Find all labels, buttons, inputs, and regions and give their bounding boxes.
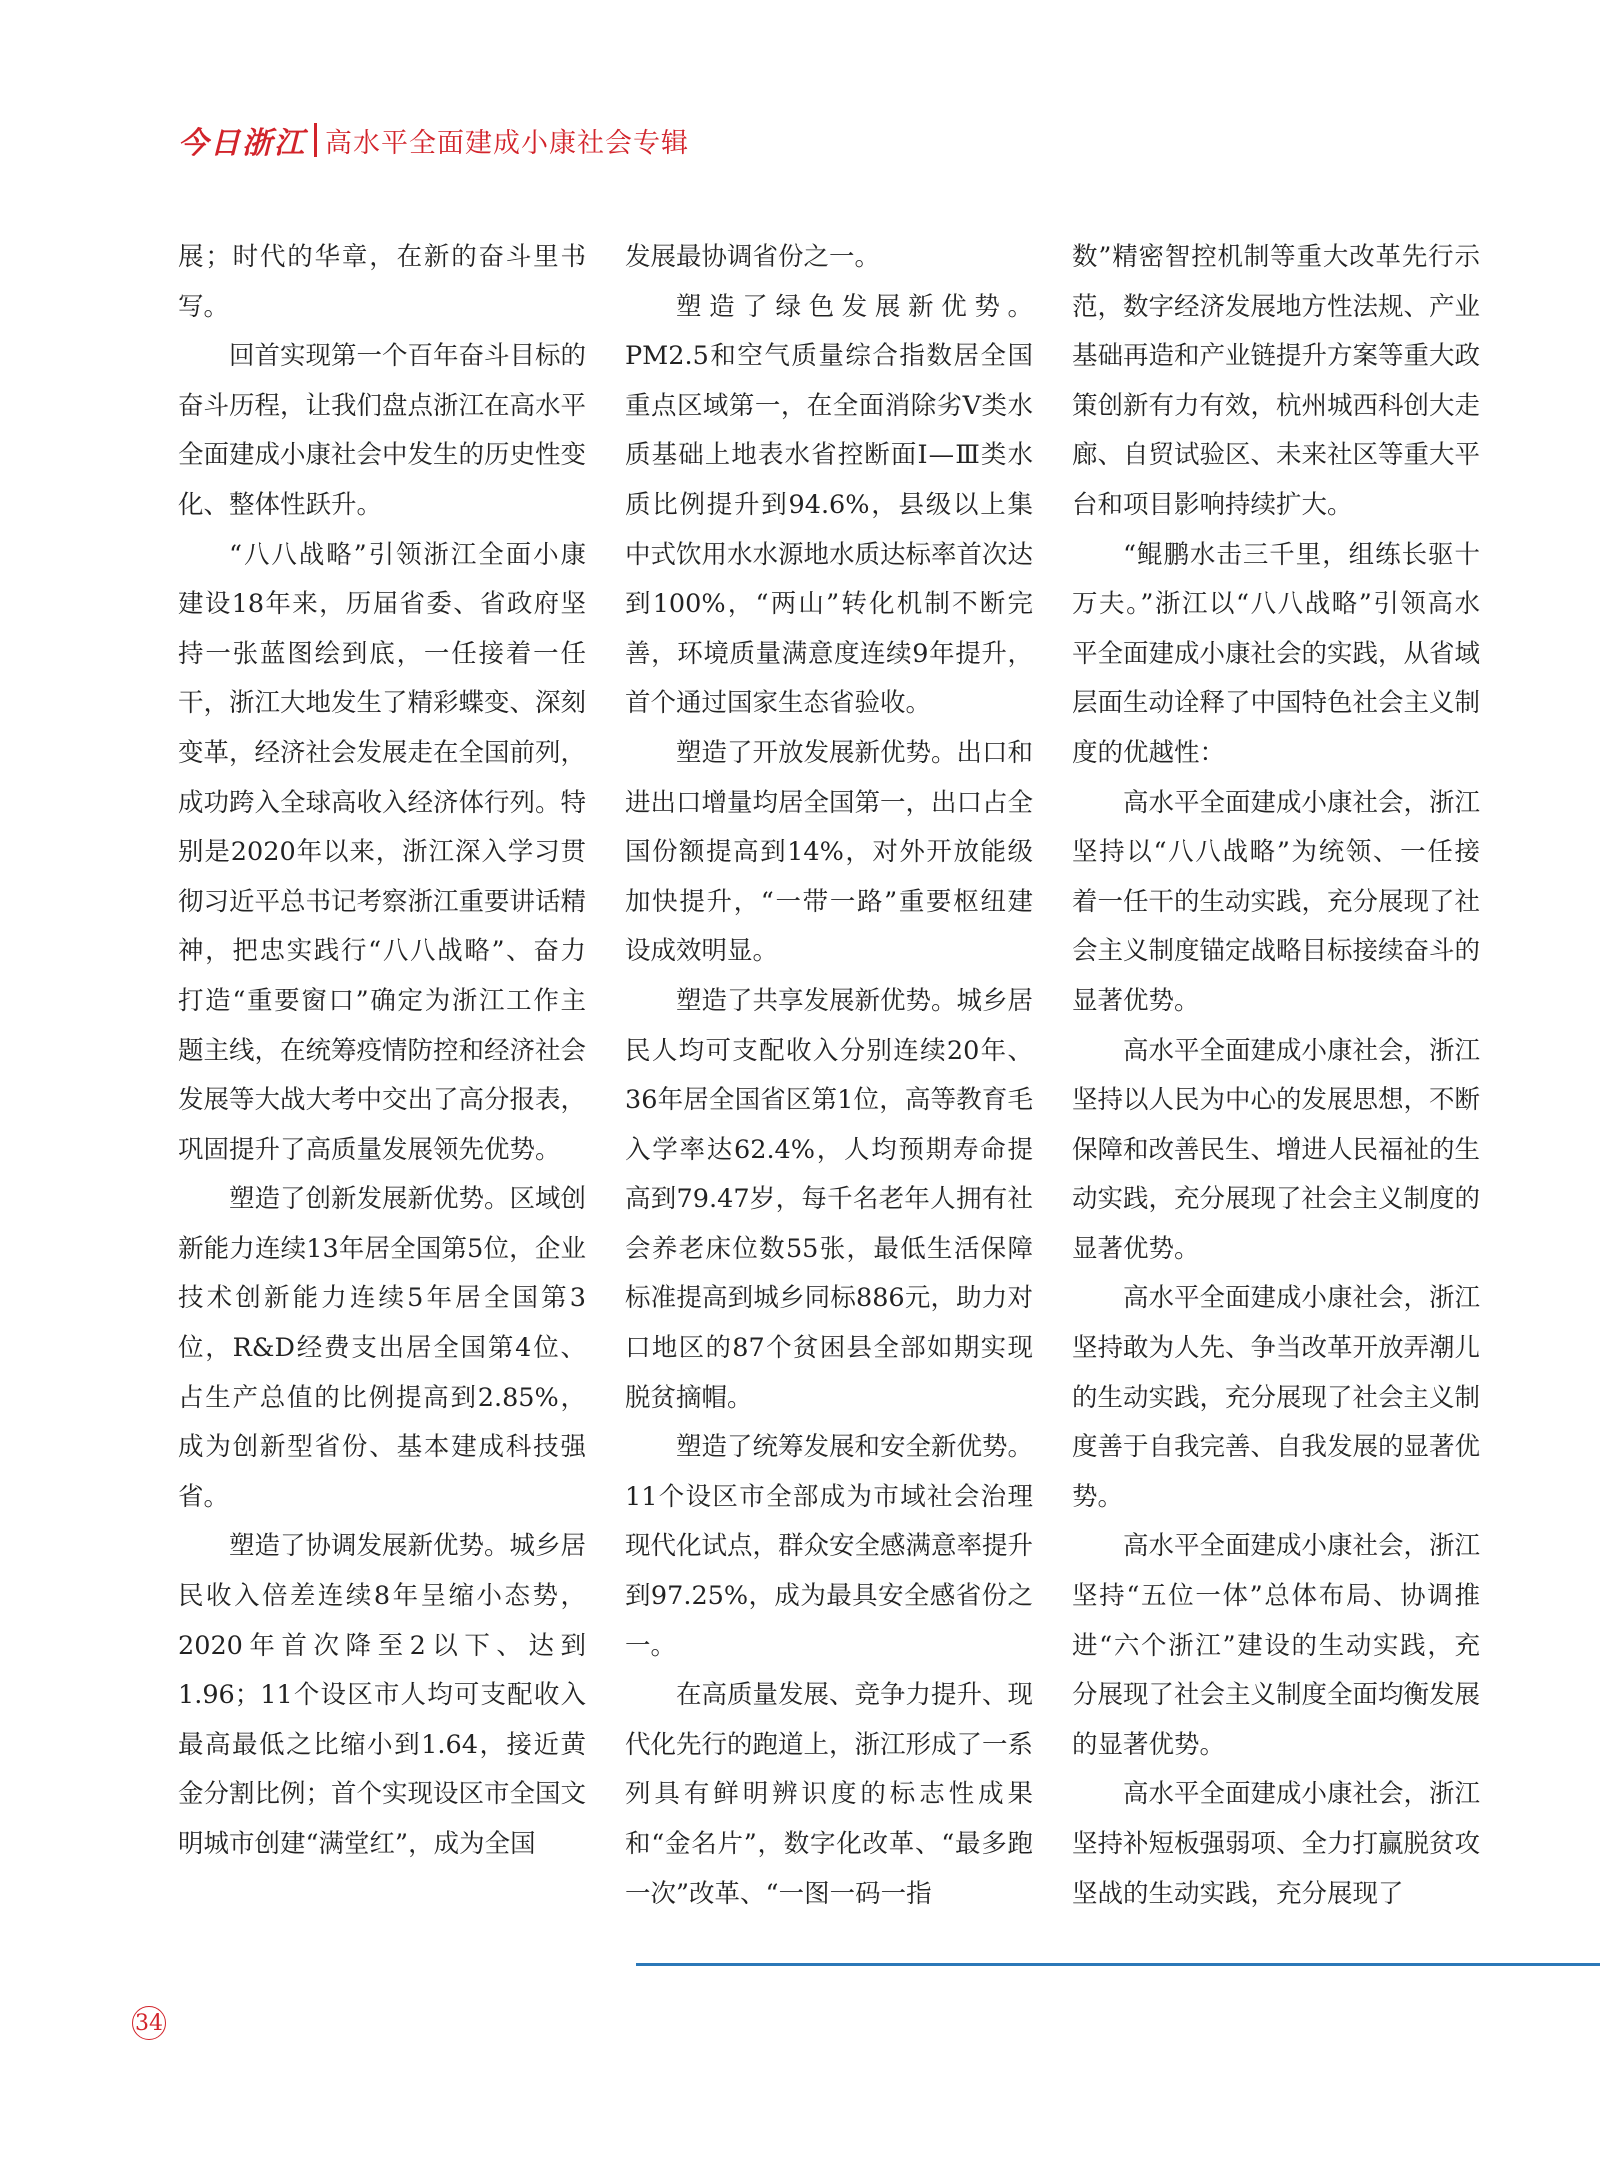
page-header (178, 118, 689, 162)
paragraph: 塑造了共享发展新优势。城乡居民人均可支配收入分别连续20年、36年居全国省区第1位，高等教育毛入学率达62.4%，人均预期寿命提高到79.47岁，每千名老年人拥有社会养老床位数55张，最低生活保障标准提高到城乡同标886元，助力对口地区的87个贫困县全部如期实现脱贫摘帽。 (625, 985, 1034, 1413)
paragraph: 高水平全面建成小康社会，浙江坚持补短板强弱项、全力打赢脱贫攻坚战的生动实践，充分展现了 (1072, 1779, 1481, 1909)
bottom-rule (636, 1963, 1600, 1966)
paragraph: 发展最协调省份之一。 (625, 242, 881, 272)
section-title: 高水平全面建成小康社会专辑 (325, 127, 689, 159)
paragraph: 塑造了绿色发展新优势。PM2.5和空气质量综合指数居全国重点区域第一，在全面消除劣Ⅴ类水质基础上地表水省控断面Ⅰ—Ⅲ类水质比例提升到94.6%，县级以上集中式饮用水水源地水质达标率首次达到100%，“两山”转化机制不断完善，环境质量满意度连续9年提升，首个通过国家生态省验收。 (625, 291, 1034, 719)
paragraph: 高水平全面建成小康社会，浙江坚持以人民为中心的发展思想，不断保障和改善民生、增进人民福祉的生动实践，充分展现了社会主义制度的显著优势。 (1072, 1035, 1481, 1264)
text-column-1 (178, 233, 586, 1870)
paragraph: 数”精密智控机制等重大改革先行示范，数字经济发展地方性法规、产业基础再造和产业链提升方案等重大政策创新有力有效，杭州城西科创大走廊、自贸试验区、未来社区等重大平台和项目影响持续扩大。 (1072, 242, 1481, 520)
paragraph: 塑造了开放发展新优势。出口和进出口增量均居全国第一，出口占全国份额提高到14%，对外开放能级加快提升，“一带一路”重要枢纽建设成效明显。 (625, 737, 1034, 967)
paragraph: 塑造了协调发展新优势。城乡居民收入倍差连续8年呈缩小态势，2020年首次降至2以下、达到1.96；11个设区市人均可支配收入最高最低之比缩小到1.64，接近黄金分割比例；首个实现设区市全国文明城市创建“满堂红”，成为全国 (178, 1531, 587, 1859)
page-number: 34 (132, 2006, 166, 2040)
text-column-3 (1072, 233, 1480, 1919)
paragraph: 塑造了统筹发展和安全新优势。11个设区市全部成为市域社会治理现代化试点，群众安全感满意率提升到97.25%，成为最具安全感省份之一。 (625, 1432, 1034, 1661)
header-divider (314, 123, 317, 157)
paragraph: “鲲鹏水击三千里，组练长驱十万夫。”浙江以“八八战略”引领高水平全面建成小康社会的实践，从省域层面生动诠释了中国特色社会主义制度的优越性： (1072, 539, 1481, 768)
paragraph: 高水平全面建成小康社会，浙江坚持敢为人先、争当改革开放弄潮儿的生动实践，充分展现了社会主义制度善于自我完善、自我发展的显著优势。 (1072, 1283, 1481, 1512)
paragraph: 高水平全面建成小康社会，浙江坚持以“八八战略”为统领、一任接着一任干的生动实践，充分展现了社会主义制度锚定战略目标接续奋斗的显著优势。 (1072, 787, 1481, 1016)
paragraph: “八八战略”引领浙江全面小康建设18年来，历届省委、省政府坚持一张蓝图绘到底，一任接着一任干，浙江大地发生了精彩蝶变、深刻变革，经济社会发展走在全国前列，成功跨入全球高收入经济体行列。特别是2020年以来，浙江深入学习贯彻习近平总书记考察浙江重要讲话精神，把忠实践行“八八战略”、奋力打造“重要窗口”确定为浙江工作主题主线，在统筹疫情防控和经济社会发展等大战大考中交出了高分报表，巩固提升了高质量发展领先优势。 (178, 539, 587, 1165)
paragraph: 回首实现第一个百年奋斗目标的奋斗历程，让我们盘点浙江在高水平全面建成小康社会中发生的历史性变化、整体性跃升。 (178, 341, 587, 520)
paragraph: 展；时代的华章，在新的奋斗里书写。 (178, 242, 586, 322)
paragraph: 高水平全面建成小康社会，浙江坚持“五位一体”总体布局、协调推进“六个浙江”建设的生动实践，充分展现了社会主义制度全面均衡发展的显著优势。 (1072, 1531, 1481, 1760)
paragraph: 在高质量发展、竞争力提升、现代化先行的跑道上，浙江形成了一系列具有鲜明辨识度的标志性成果和“金名片”，数字化改革、“最多跑一次”改革、“一图一码一指 (625, 1680, 1034, 1909)
text-column-2 (625, 233, 1033, 1919)
brand-logo: 今日浙江 (178, 126, 306, 161)
paragraph: 塑造了创新发展新优势。区域创新能力连续13年居全国第5位，企业技术创新能力连续5年居全国第3位，R&D经费支出居全国第4位、占生产总值的比例提高到2.85%，成为创新型省份、基本建成科技强省。 (178, 1184, 587, 1512)
